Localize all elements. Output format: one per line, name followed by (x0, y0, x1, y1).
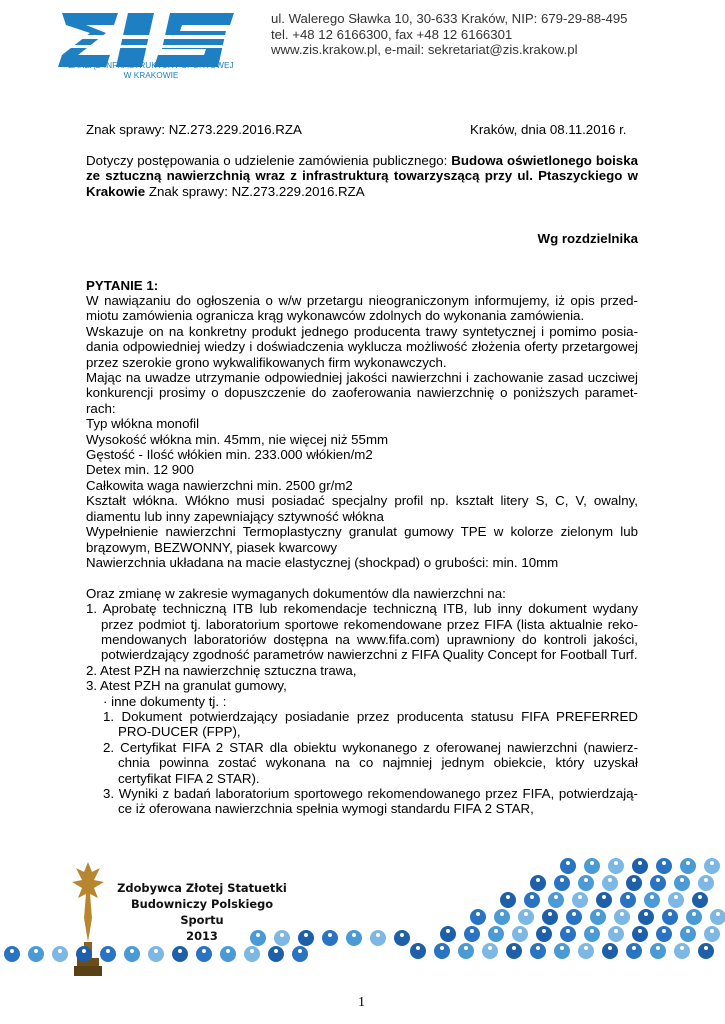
param-5: Całkowita waga nawierzchni min. 2500 gr/m2 (86, 477, 353, 493)
sport-pictogram-icon (410, 943, 426, 959)
sport-pictogram-icon (692, 892, 708, 908)
sport-pictogram-icon (572, 892, 588, 908)
sport-pictogram-icon (268, 946, 284, 962)
sport-pictogram-icon (346, 930, 362, 946)
param-2: Wysokość włókna min. 45mm, nie więcej niż 55mm (86, 431, 389, 447)
sport-pictogram-icon (614, 909, 630, 925)
sport-pictogram-icon (674, 875, 690, 891)
sport-pictogram-icon (196, 946, 212, 962)
sport-pictogram-icon (512, 926, 528, 942)
sport-pictogram-icon (4, 946, 20, 962)
sport-pictogram-icon (124, 946, 140, 962)
other-docs-label: · inne dokumenty tj. : (103, 693, 227, 709)
sport-pictogram-icon (548, 892, 564, 908)
sport-pictogram-icon (440, 926, 456, 942)
org-name (56, 61, 246, 80)
sport-pictogram-icon (434, 943, 450, 959)
other-doc-item-2: 2. Certyfikat FIFA 2 STAR dla obiektu wykonanego z oferowanej nawierzchni (nawierz-chnia powinna zostać wykonana na co najmniej jednym obiekcie, który uzyskał certyfikat FIFA 2 STAR). (103, 739, 638, 786)
sport-pictogram-icon (608, 926, 624, 942)
sport-pictogram-icon (584, 858, 600, 874)
letterhead (0, 0, 725, 90)
sport-pictogram-icon (394, 930, 410, 946)
sport-pictogram-icon (292, 946, 308, 962)
sport-pictogram-icon (148, 946, 164, 962)
sport-pictogram-icon (704, 926, 720, 942)
sport-pictogram-icon (602, 943, 618, 959)
question-title: PYTANIE 1: (86, 278, 159, 293)
sport-pictogram-icon (668, 892, 684, 908)
subject-title: Budowa oświetlonego boiska ze sztuczną nawierzchnią wraz z infrastrukturą towarzyszącą przy ul. Ptaszyckiego w Krakowie (86, 153, 638, 199)
web-line: www.zis.krakow.pl, e-mail: sekretariat@zis.krakow.pl (271, 42, 578, 57)
sport-pictogram-icon (370, 930, 386, 946)
sport-pictogram-icon (596, 892, 612, 908)
doc-list-item-3: 3. Atest PZH na granulat gumowy, (86, 678, 287, 694)
sport-pictogram-icon (530, 943, 546, 959)
sport-pictogram-icon (620, 892, 636, 908)
sport-pictogram-icon (638, 909, 654, 925)
sport-pictogram-icon (578, 875, 594, 891)
sport-pictogram-icon (608, 858, 624, 874)
other-doc-item-1: 1. Dokument potwierdzający posiadanie przez producenta statusu FIFA PREFERRED PRO-DUCER (FPP), (103, 708, 638, 740)
param-infill: Wypełnienie nawierzchni Termoplastyczny granulat gumowy TPE w kolorze zielonym lub brązowym, BEZWONNY, piasek kwarcowy (86, 524, 638, 555)
sport-pictogram-icon (220, 946, 236, 962)
paragraph-3: Mając na uwadze utrzymanie odpowiedniej jakości nawierzchni i zachowanie zasad uczciwej konkurencji prosimy o dopuszczenie do zaoferowania nawierzchnię o poniższych paramet-rach: (86, 370, 638, 416)
award-year: 2013 (186, 929, 218, 943)
sport-pictogram-icon (650, 875, 666, 891)
change-intro: Oraz zmianę w zakresie wymaganych dokumentów dla nawierzchni na: (86, 585, 506, 601)
sport-pictogram-icon (656, 858, 672, 874)
sport-pictogram-icon (542, 909, 558, 925)
sport-pictogram-icon (554, 943, 570, 959)
org-name-line1: ZARZĄD INFRASTRUKTURY SPORTOWEJ (68, 60, 234, 70)
sports-icons-band (0, 850, 725, 965)
case-ref: Znak sprawy: NZ.273.229.2016.RZA (86, 122, 302, 137)
param-3: Gęstość - Ilość włókien min. 233.000 włókien/m2 (86, 447, 373, 463)
sport-pictogram-icon (76, 946, 92, 962)
subject (86, 153, 638, 199)
sport-pictogram-icon (686, 909, 702, 925)
doc-list-item-2: 2. Atest PZH na nawierzchnię sztuczna trawa, (86, 662, 357, 678)
sport-pictogram-icon (704, 858, 720, 874)
sport-pictogram-icon (482, 943, 498, 959)
page-number: 1 (358, 995, 365, 1010)
org-name-line2: W KRAKOWIE (123, 69, 179, 80)
paragraph-1: W nawiązaniu do ogłoszenia o w/w przetargu nieograniczonym informujemy, iż opis przed-miotu zamówienia ogranicza krąg wykonawców zdolnych do wykonania zamówienia. (86, 293, 638, 324)
sport-pictogram-icon (554, 875, 570, 891)
sport-pictogram-icon (710, 909, 725, 925)
sport-pictogram-icon (100, 946, 116, 962)
contact-block (271, 11, 711, 58)
sport-pictogram-icon (560, 926, 576, 942)
doc-list-item-1: 1. Aprobatę techniczną ITB lub rekomendacje techniczną ITB, lub inny dokument wydany przez podmiot tj. laboratorium sportowe rekomendowane przez FIFA (lista aktualnie reko-mendowanych laboratoriów dostępna na www.fifa.com) uprawniony do kontroli jakości, potwierdzający zgodność parametrów nawierzchni z FIFA Quality Concept for Football Turf. (86, 601, 638, 663)
sport-pictogram-icon (680, 858, 696, 874)
sport-pictogram-icon (680, 926, 696, 942)
sport-pictogram-icon (632, 858, 648, 874)
sport-pictogram-icon (172, 946, 188, 962)
sport-pictogram-icon (644, 892, 660, 908)
sport-pictogram-icon (590, 909, 606, 925)
sport-pictogram-icon (298, 930, 314, 946)
address-line: ul. Walerego Sławka 10, 30-633 Kraków, NIP: 679-29-88-495 (271, 11, 628, 26)
sport-pictogram-icon (244, 946, 260, 962)
sport-pictogram-icon (536, 926, 552, 942)
sport-pictogram-icon (584, 926, 600, 942)
sport-pictogram-icon (626, 943, 642, 959)
sport-pictogram-icon (656, 926, 672, 942)
sport-pictogram-icon (626, 875, 642, 891)
other-doc-item-3: 3. Wyniki z badań laboratorium sportowego rekomendowanego przez FIFA, potwierdzają-ce iż oferowana nawierzchnia spełnia wymogi standardu FIFA 2 STAR, (103, 785, 638, 817)
sport-pictogram-icon (602, 875, 618, 891)
param-1: Typ włókna monofil (86, 416, 200, 432)
sport-pictogram-icon (524, 892, 540, 908)
sport-pictogram-icon (28, 946, 44, 962)
sport-pictogram-icon (578, 943, 594, 959)
sport-pictogram-icon (506, 943, 522, 959)
award-line-1: Zdobywca Złotej Statuetki (117, 881, 287, 895)
subject-prefix: Dotyczy postępowania o udzielenie zamówienia publicznego: (86, 153, 452, 168)
phone-line: tel. +48 12 6166300, fax +48 12 6166301 (271, 26, 513, 42)
sport-pictogram-icon (274, 930, 290, 946)
sport-pictogram-icon (674, 943, 690, 959)
sport-pictogram-icon (250, 930, 266, 946)
sport-pictogram-icon (698, 875, 714, 891)
sport-pictogram-icon (632, 926, 648, 942)
sport-pictogram-icon (662, 909, 678, 925)
param-4: Detex min. 12 900 (86, 462, 194, 478)
subject-suffix: Znak sprawy: NZ.273.229.2016.RZA (145, 183, 365, 199)
sport-pictogram-icon (500, 892, 516, 908)
sport-pictogram-icon (470, 909, 486, 925)
sport-pictogram-icon (650, 943, 666, 959)
question-body (86, 293, 638, 817)
sport-pictogram-icon (52, 946, 68, 962)
param-shape: Kształt włókna. Włókno musi posiadać specjalny profil np. kształt litery S, C, V, owalny, diamentu lub inny zapewniający sztywność włókna (86, 493, 638, 524)
sport-pictogram-icon (560, 858, 576, 874)
param-shockpad: Nawierzchnia układana na macie elastycznej (shockpad) o grubości: min. 10mm (86, 554, 559, 570)
sport-pictogram-icon (698, 943, 714, 959)
sport-pictogram-icon (566, 909, 582, 925)
place-date: Kraków, dnia 08.11.2016 r. (470, 122, 627, 137)
sport-pictogram-icon (458, 943, 474, 959)
sport-pictogram-icon (494, 909, 510, 925)
distribution-note: Wg rozdzielnika (537, 231, 638, 246)
paragraph-2: Wskazuje on na konkretny produkt jednego producenta trawy syntetycznej i pomimo posia-dania odpowiedniej wiedzy i doświadczenia wyklucza możliwość złożenia oferty przetargowej przez szerokie grono wykwalifikowanych firm wykonawczych. (86, 323, 638, 370)
sport-pictogram-icon (322, 930, 338, 946)
award-line-2: Budowniczy Polskiego Sportu (130, 897, 274, 927)
sport-pictogram-icon (464, 926, 480, 942)
sport-pictogram-icon (518, 909, 534, 925)
sport-pictogram-icon (488, 926, 504, 942)
sport-pictogram-icon (530, 875, 546, 891)
